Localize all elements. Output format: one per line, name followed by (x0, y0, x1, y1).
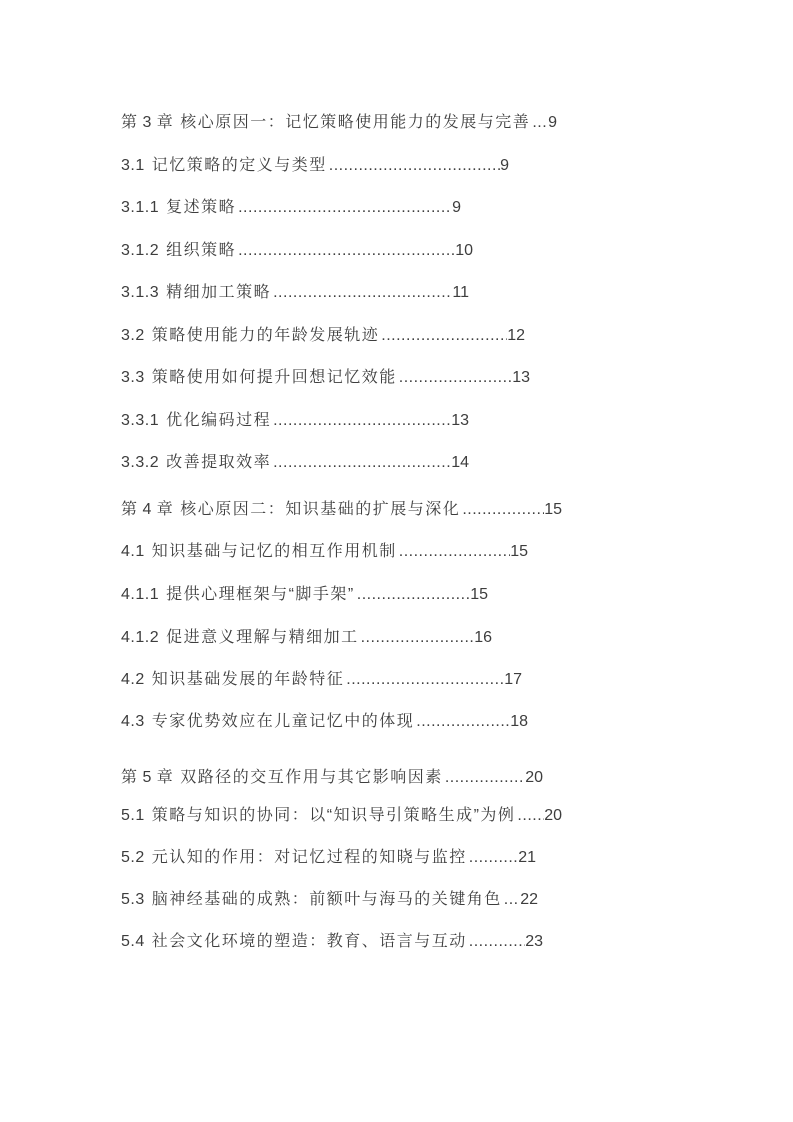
toc-entry-4-2[interactable] (121, 670, 522, 690)
toc-entry-page: 20 (525, 769, 543, 786)
toc-entry-page: 9 (500, 157, 509, 174)
toc-entry-number: 3.1 (121, 157, 145, 174)
toc-entry-page: 20 (544, 807, 562, 824)
toc-entry-number: 5.1 (121, 807, 145, 824)
toc-entry-number: 3.1.1 (121, 199, 160, 216)
toc-entry-3-1[interactable] (121, 156, 509, 176)
toc-entry-5-2[interactable] (121, 848, 536, 868)
toc-entry-4-1[interactable] (121, 542, 528, 562)
toc-entry-page: 9 (548, 114, 557, 131)
toc-entry-5-3[interactable] (121, 890, 538, 910)
dot-leader (273, 453, 451, 473)
toc-entry-title: 记忆策略的定义与类型 (151, 157, 327, 174)
toc-entry-page: 10 (455, 242, 473, 259)
toc-entry-title: 核心原因二：知识基础的扩展与深化 (180, 501, 461, 518)
toc-entry-page: 9 (452, 199, 461, 216)
toc-entry-title: 双路径的交互作用与其它影响因素 (180, 769, 443, 786)
dot-leader (517, 806, 544, 826)
toc-entry-title: 知识基础发展的年龄特征 (151, 671, 345, 688)
dot-leader (469, 932, 525, 952)
dot-leader (399, 368, 512, 388)
toc-entry-page: 12 (507, 327, 525, 344)
dot-leader (445, 768, 525, 788)
toc-entry-3-3[interactable] (121, 368, 530, 388)
dot-leader (357, 585, 470, 605)
toc-entry-3-1-3[interactable] (121, 283, 469, 303)
toc-entry-page: 13 (451, 412, 469, 429)
toc-entry-number: 第 3 章 (121, 114, 174, 131)
toc-entry-title: 社会文化环境的塑造：教育、语言与互动 (151, 933, 467, 950)
toc-entry-3-3-1[interactable] (121, 411, 469, 431)
toc-entry-4-3[interactable] (121, 712, 528, 732)
dot-leader (462, 500, 544, 520)
toc-entry-title: 策略使用如何提升回想记忆效能 (151, 369, 397, 386)
toc-entry-chapter-5[interactable] (121, 768, 543, 788)
toc-entry-title: 脑神经基础的成熟：前额叶与海马的关键角色 (151, 891, 502, 908)
toc-entry-number: 3.1.2 (121, 242, 160, 259)
toc-entry-title: 组织策略 (166, 242, 237, 259)
toc-entry-title: 元认知的作用：对记忆过程的知晓与监控 (151, 849, 467, 866)
dot-leader (361, 628, 475, 648)
toc-entry-number: 5.4 (121, 933, 145, 950)
toc-entry-page: 16 (474, 629, 492, 646)
toc-entry-number: 4.1.2 (121, 629, 160, 646)
toc-entry-title: 知识基础与记忆的相互作用机制 (151, 543, 397, 560)
toc-entry-title: 复述策略 (166, 199, 237, 216)
toc-entry-page: 22 (520, 891, 538, 908)
toc-entry-page: 15 (510, 543, 528, 560)
dot-leader (399, 542, 510, 562)
toc-entry-page: 18 (510, 713, 528, 730)
toc-entry-5-1[interactable] (121, 806, 562, 826)
toc-entry-page: 23 (525, 933, 543, 950)
toc-entry-number: 5.2 (121, 849, 145, 866)
toc-entry-title: 策略与知识的协同：以“知识导引策略生成”为例 (151, 807, 516, 824)
toc-entry-3-1-2[interactable] (121, 241, 473, 261)
dot-leader (469, 848, 518, 868)
dot-leader (273, 283, 452, 303)
dot-leader (346, 670, 504, 690)
toc-entry-number: 4.3 (121, 713, 145, 730)
toc-entry-number: 3.3.2 (121, 454, 160, 471)
dot-leader (273, 411, 451, 431)
toc-entry-page: 13 (512, 369, 530, 386)
toc-entry-number: 3.3 (121, 369, 145, 386)
toc-entry-number: 3.1.3 (121, 284, 160, 301)
dot-leader (238, 198, 452, 218)
toc-entry-number: 4.2 (121, 671, 145, 688)
toc-entry-page: 15 (470, 586, 488, 603)
toc-entry-title: 精细加工策略 (166, 284, 272, 301)
toc-entry-5-4[interactable] (121, 932, 543, 952)
toc-entry-page: 11 (452, 284, 469, 301)
toc-entry-number: 5.3 (121, 891, 145, 908)
dot-leader (381, 326, 507, 346)
toc-entry-page: 14 (451, 454, 469, 471)
dot-leader (504, 890, 520, 910)
toc-entry-title: 策略使用能力的年龄发展轨迹 (151, 327, 380, 344)
toc-entry-number: 第 4 章 (121, 501, 174, 518)
toc-entry-number: 4.1 (121, 543, 145, 560)
toc-entry-title: 核心原因一：记忆策略使用能力的发展与完善 (180, 114, 531, 131)
toc-entry-4-1-2[interactable] (121, 628, 492, 648)
dot-leader (238, 241, 455, 261)
toc-entry-number: 3.2 (121, 327, 145, 344)
toc-entry-title: 优化编码过程 (166, 412, 272, 429)
toc-entry-title: 提供心理框架与“脚手架” (166, 586, 355, 603)
toc-entry-number: 第 5 章 (121, 769, 174, 786)
toc-entry-number: 3.3.1 (121, 412, 160, 429)
toc-entry-number: 4.1.1 (121, 586, 160, 603)
toc-entry-chapter-3[interactable] (121, 113, 557, 133)
dot-leader (532, 113, 548, 133)
toc-entry-title: 专家优势效应在儿童记忆中的体现 (151, 713, 415, 730)
toc-entry-page: 15 (544, 501, 562, 518)
toc-entry-page: 21 (518, 849, 536, 866)
dot-leader (416, 712, 510, 732)
toc-entry-4-1-1[interactable] (121, 585, 488, 605)
toc-entry-3-2[interactable] (121, 326, 525, 346)
toc-entry-3-1-1[interactable] (121, 198, 461, 218)
toc-entry-3-3-2[interactable] (121, 453, 469, 473)
toc-entry-chapter-4[interactable] (121, 500, 562, 520)
toc-entry-title: 促进意义理解与精细加工 (166, 629, 359, 646)
toc-entry-title: 改善提取效率 (166, 454, 272, 471)
toc-entry-page: 17 (504, 671, 522, 688)
dot-leader (329, 156, 500, 176)
